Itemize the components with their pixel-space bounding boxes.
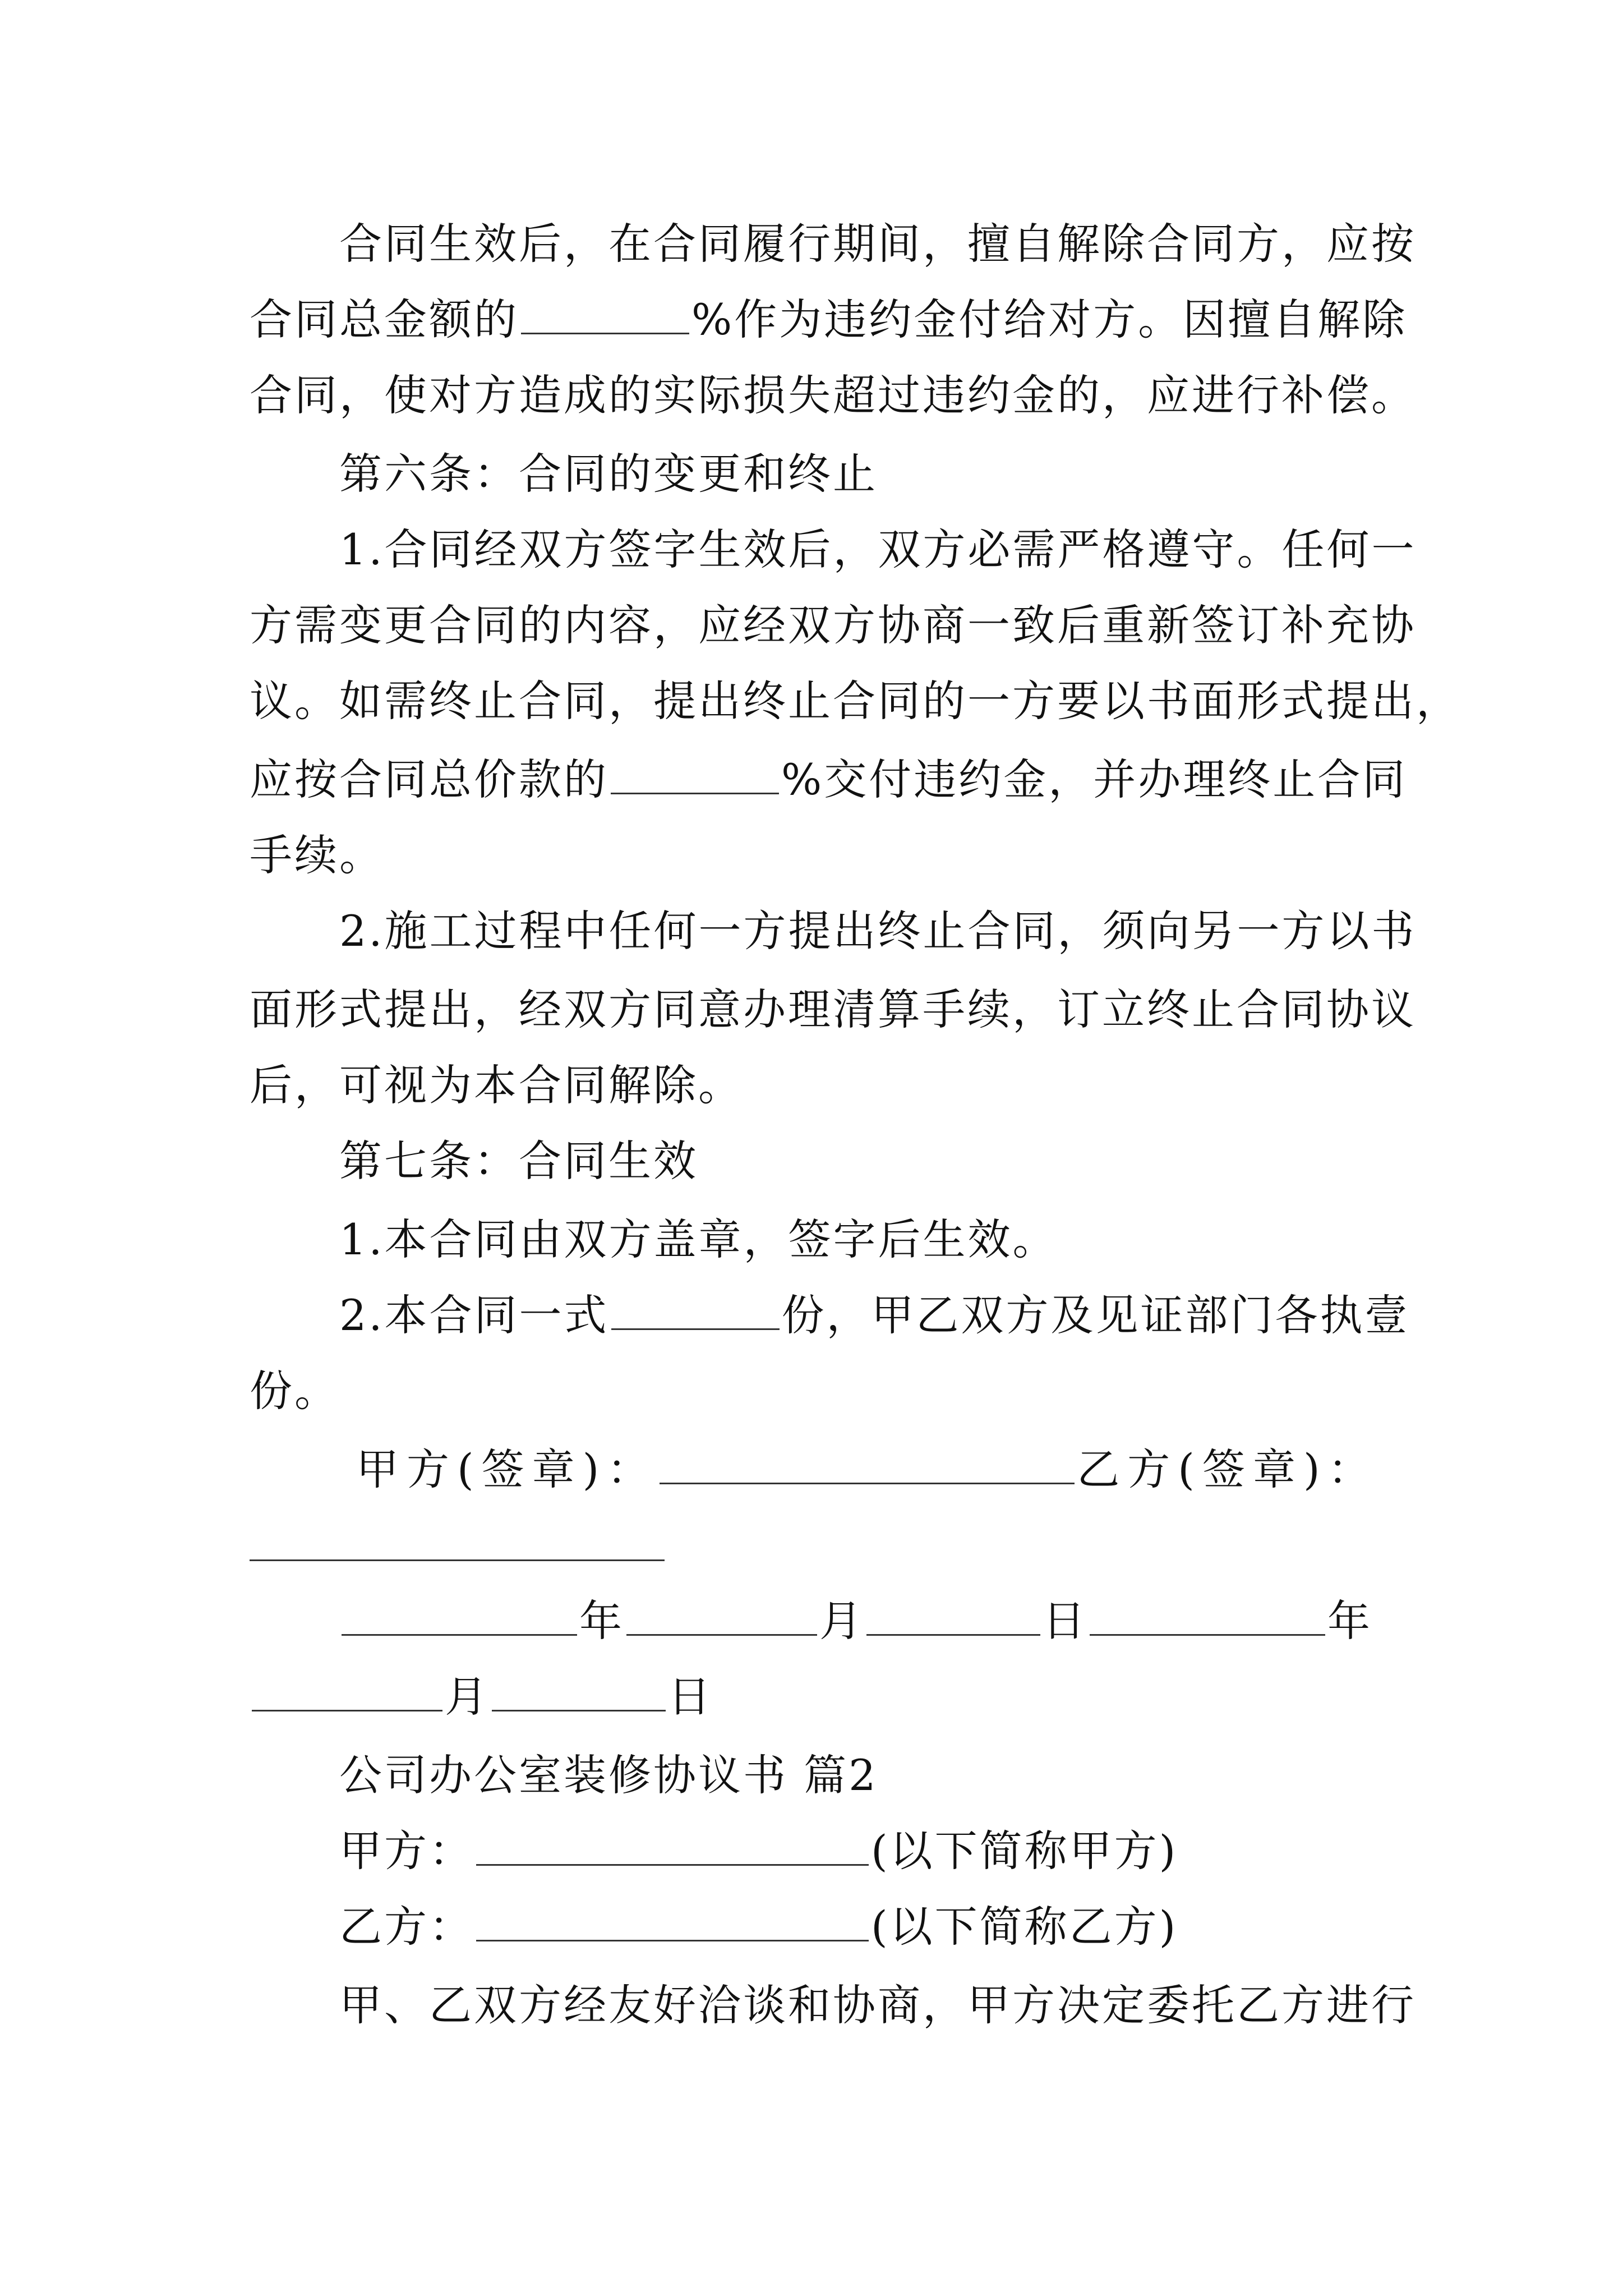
text: 1.合同经双方签字生效后，双方必需严格遵守。任何一 [339,524,1417,574]
article-title [339,446,878,502]
text: 公司办公室装修协议书 篇2 [339,1750,878,1800]
text: 月 [819,1596,864,1646]
text: 日 [1043,1596,1087,1646]
party-b-name-blank[interactable] [476,1901,869,1941]
paragraph-line [250,597,1416,654]
text: 年 [579,1596,624,1646]
text: 2.施工过程中任何一方提出终止合同，须向另一方以书 [339,906,1417,956]
text: %交付违约金，并办理终止合同 [781,754,1408,804]
article-title [339,1133,698,1189]
text: 面形式提出，经双方同意办理清算手续，订立终止合同协议 [250,984,1416,1034]
text: 方需变更合同的内容，应经双方协商一致后重新签订补充协 [250,600,1416,650]
text: 后，可视为本合同解除。 [250,1060,743,1110]
paragraph-line [250,673,1461,729]
month-blank[interactable] [626,1595,817,1636]
paragraph-line [339,522,1417,578]
text: 日 [668,1672,713,1722]
party-a-signature-label: 甲方(签章)： [356,1444,658,1494]
party-line [339,1823,1178,1879]
text: (以下简称甲方) [871,1826,1178,1876]
text: 年 [1327,1596,1372,1646]
date-line [250,1669,713,1725]
section-title [339,1747,878,1803]
paragraph-line [339,1287,1410,1343]
text: 议。如需终止合同，提出终止合同的一方要以书面形式提出， [250,676,1461,726]
fill-blank[interactable] [521,293,689,334]
party-a-name-blank[interactable] [476,1825,869,1866]
signature-line [356,1442,1378,1498]
paragraph-line [339,216,1416,272]
text: 应按合同总价款的 [250,754,608,804]
day-blank[interactable] [866,1595,1040,1636]
text: 第七条：合同生效 [339,1136,698,1186]
text: 2.本合同一式 [339,1290,609,1340]
party-b-signature-blank[interactable] [250,1559,665,1561]
date-line [339,1593,1372,1649]
paragraph-line [250,1057,743,1114]
text: 份，甲乙双方及见证部门各执壹 [781,1290,1410,1340]
paragraph-line [250,827,384,884]
text: (以下简称乙方) [871,1902,1178,1952]
day-blank[interactable] [492,1671,666,1711]
month-blank[interactable] [252,1671,442,1711]
paragraph-line [250,367,1416,424]
text: 甲、乙双方经友好洽谈和协商，甲方决定委托乙方进行 [339,1980,1416,2030]
paragraph-line [250,292,1407,348]
paragraph-line [339,903,1417,959]
party-b-signature-label: 乙方(签章)： [1077,1444,1378,1494]
text: 甲方： [339,1826,474,1876]
text: 乙方： [339,1902,474,1952]
paragraph-line [250,982,1416,1038]
year-blank[interactable] [342,1595,577,1636]
text: 第六条：合同的变更和终止 [339,449,878,499]
text: %作为违约金付给对方。因擅自解除 [691,295,1408,344]
party-line [339,1899,1178,1955]
paragraph-line [339,1977,1416,2033]
paragraph-line [339,1212,1058,1268]
text: 1.本合同由双方盖章，签字后生效。 [339,1214,1058,1264]
text: 份。 [250,1366,339,1416]
text: 手续。 [250,830,384,880]
text: 月 [445,1672,490,1722]
paragraph-line [250,1363,339,1419]
paragraph-line [250,752,1407,808]
text: 合同，使对方造成的实际损失超过违约金的，应进行补偿。 [250,370,1416,420]
year-blank[interactable] [1090,1595,1325,1636]
text: 合同总金额的 [250,295,519,344]
text: 合同生效后，在合同履行期间，擅自解除合同方，应按 [339,219,1416,269]
fill-blank[interactable] [611,1289,780,1330]
party-a-signature-blank[interactable] [660,1443,1075,1484]
fill-blank[interactable] [611,753,779,794]
